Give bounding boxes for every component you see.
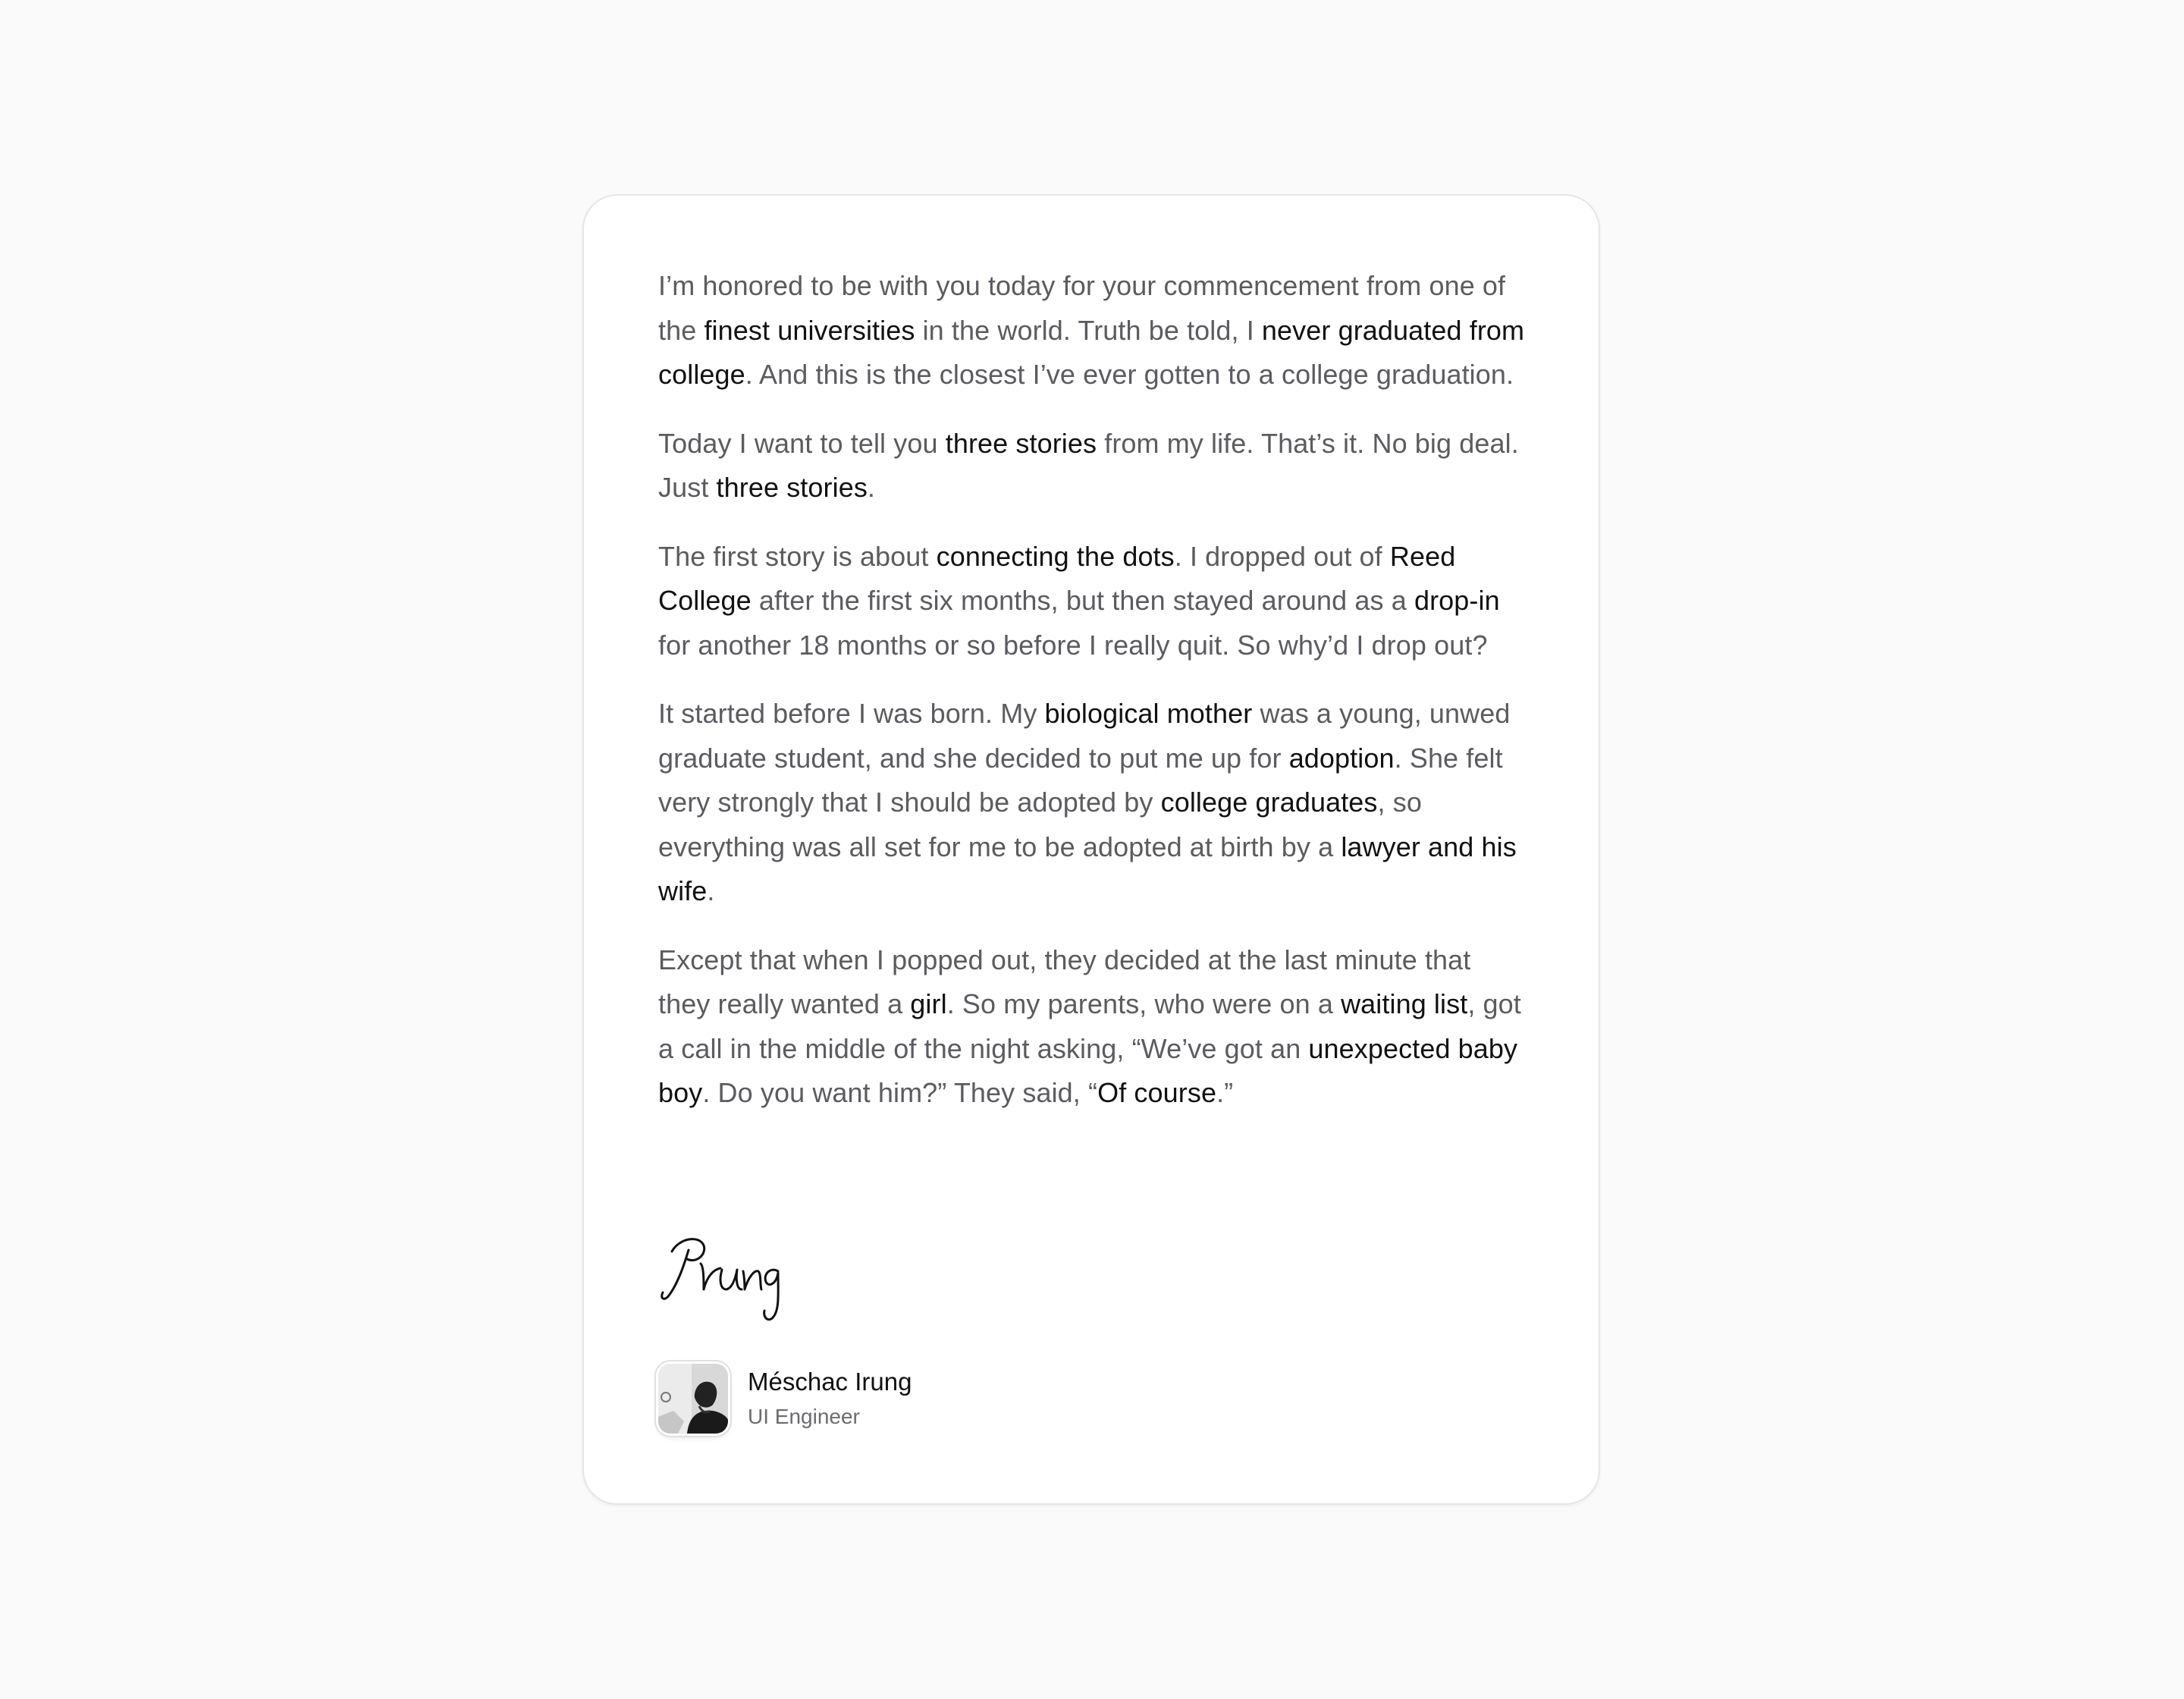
- highlighted-phrase: connecting the dots: [936, 540, 1175, 572]
- paragraph-text: Except that when I popped out, they decided at the last minute that they really wanted a: [658, 944, 1471, 1019]
- paragraph-text: from my life. That’s it. No big deal. Just: [658, 427, 1519, 503]
- author-text: [748, 1365, 912, 1432]
- paragraph-text: . Do you want him?” They said, “: [702, 1077, 1098, 1108]
- paragraph-text: was a young, unwed graduate student, and she decided to put me up for: [658, 698, 1511, 774]
- paragraph-text: The first story is about: [658, 540, 937, 572]
- highlighted-phrase: biological mother: [1044, 698, 1253, 729]
- highlighted-phrase: three stories: [716, 472, 868, 503]
- paragraph-text: I’m honored to be with you today for your commencement from one of the: [658, 270, 1506, 346]
- paragraph-text: , got a call in the middle of the night asking, “We’ve got an: [658, 988, 1521, 1064]
- handwritten-signature: [657, 1220, 793, 1326]
- highlighted-phrase: girl: [910, 988, 947, 1019]
- paragraph-text: . She felt very strongly that I should be adopted by: [658, 742, 1503, 818]
- paragraph-text: It started before I was born. My: [658, 698, 1045, 729]
- letter-card: [582, 194, 1600, 1505]
- letter-paragraph: [658, 422, 1526, 510]
- paragraph-text: after the first six months, but then stayed around as a: [751, 585, 1414, 616]
- paragraph-text: . I dropped out of: [1174, 540, 1390, 572]
- letter-paragraph: [658, 264, 1526, 397]
- person-photo-icon: [658, 1364, 728, 1434]
- letter-paragraph: [658, 938, 1526, 1116]
- highlighted-phrase: Of course: [1097, 1077, 1217, 1108]
- highlighted-phrase: college graduates: [1160, 787, 1378, 818]
- highlighted-phrase: waiting list: [1341, 988, 1468, 1019]
- highlighted-phrase: lawyer and his wife: [658, 831, 1517, 906]
- author-name: Méschac Irung: [748, 1368, 912, 1396]
- paragraph-text: .: [707, 875, 715, 906]
- highlighted-phrase: never graduated from college: [658, 314, 1525, 390]
- paragraph-text: . And this is the closest I’ve ever gotten to a college graduation.: [745, 359, 1514, 390]
- paragraph-text: for another 18 months or so before I really quit. So why’d I drop out?: [658, 629, 1488, 661]
- paragraph-text: Today I want to tell you: [658, 427, 946, 459]
- highlighted-phrase: three stories: [945, 427, 1097, 459]
- letter-body: [658, 264, 1526, 1116]
- highlighted-phrase: finest universities: [704, 314, 915, 346]
- highlighted-phrase: unexpected baby boy: [658, 1032, 1518, 1108]
- paragraph-text: .”: [1216, 1077, 1234, 1108]
- letter-paragraph: [658, 535, 1526, 668]
- paragraph-text: in the world. Truth be told, I: [915, 314, 1262, 346]
- paragraph-text: . So my parents, who were on a: [946, 988, 1341, 1019]
- paragraph-text: , so everything was all set for me to be adopted at birth by a: [658, 787, 1422, 862]
- highlighted-phrase: drop-in: [1414, 585, 1500, 616]
- author-role: UI Engineer: [748, 1405, 860, 1428]
- author-avatar: [658, 1364, 728, 1434]
- highlighted-phrase: adoption: [1288, 742, 1395, 774]
- author-block: [658, 1361, 912, 1437]
- letter-paragraph: [658, 692, 1526, 914]
- paragraph-text: .: [867, 472, 876, 503]
- highlighted-phrase: Reed College: [658, 540, 1456, 616]
